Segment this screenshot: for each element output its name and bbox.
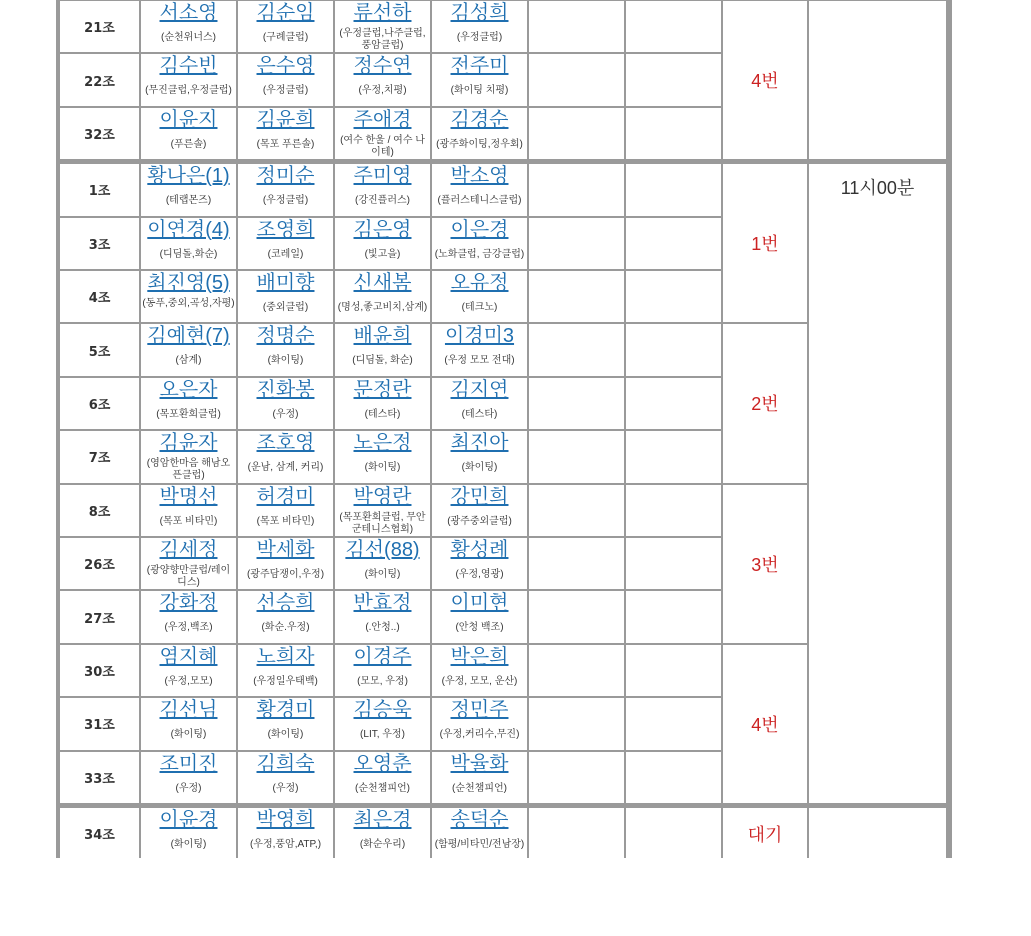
player-club: (함평/비타민/전남장) — [434, 839, 525, 850]
player-cell — [141, 324, 236, 375]
player-cell — [432, 378, 527, 429]
player-name-link[interactable]: 오은자 — [159, 378, 218, 401]
player-name-link[interactable]: 김선님 — [159, 699, 218, 722]
start-time: 11시00분 — [809, 164, 946, 803]
player-cell — [335, 271, 430, 322]
player-cell — [432, 808, 527, 859]
player-club: (여수 한울 / 여수 나이테) — [340, 134, 425, 158]
player-club: (우정, 모모, 운산) — [441, 675, 518, 687]
player-club: (우정) — [272, 782, 299, 794]
group-label: 4조 — [60, 271, 139, 322]
player-name-link[interactable]: 정미순 — [256, 165, 315, 188]
player-club: (LIT, 우정) — [360, 729, 405, 741]
player-name-link[interactable]: 박율화 — [450, 752, 509, 775]
player-cell — [238, 378, 333, 429]
player-club: (화이팅) — [267, 355, 304, 367]
empty-cell — [626, 164, 721, 215]
player-name-link[interactable]: 노희자 — [256, 645, 315, 668]
player-cell — [432, 1, 527, 52]
player-name-link[interactable]: 김윤희 — [256, 108, 315, 131]
player-cell — [141, 378, 236, 429]
player-club: (순천챔피언) — [355, 782, 410, 794]
player-name-link[interactable]: 송덕순 — [450, 809, 509, 831]
player-club: (화이팅) — [170, 729, 207, 741]
player-name-link[interactable]: 선승희 — [256, 592, 315, 615]
player-name-link[interactable]: 황나은(1) — [147, 165, 230, 188]
player-name-link[interactable]: 은수영 — [256, 55, 315, 78]
player-name-link[interactable]: 이윤경 — [159, 809, 218, 831]
player-club: (디딤돌, 화순) — [352, 355, 413, 367]
group-label: 6조 — [60, 378, 139, 429]
player-name-link[interactable]: 정수연 — [353, 55, 412, 78]
player-name-link[interactable]: 최은경 — [353, 809, 412, 831]
player-club: (광주담쟁이,우정) — [246, 569, 325, 580]
player-club: (동푸,중외,곡성,자평) — [142, 298, 235, 309]
player-cell — [141, 108, 236, 159]
player-cell — [141, 485, 236, 536]
player-cell — [335, 54, 430, 105]
group-label: 34조 — [60, 808, 139, 859]
player-name-link[interactable]: 박명선 — [159, 485, 218, 508]
court-number: 2번 — [723, 324, 807, 482]
player-cell — [335, 108, 430, 159]
player-name-link[interactable]: 오유정 — [450, 272, 509, 294]
group-label: 30조 — [60, 645, 139, 696]
player-club: (화순우리) — [359, 839, 406, 850]
player-club: (우정,모모) — [164, 675, 213, 687]
court-number: 3번 — [723, 485, 807, 643]
player-club: (우정,풍암,ATP,) — [249, 839, 322, 850]
player-name-link[interactable]: 김수빈 — [159, 55, 218, 78]
player-name-link[interactable]: 박세화 — [256, 539, 315, 561]
player-cell — [141, 271, 236, 322]
player-club: (코레일) — [267, 248, 304, 260]
player-name-link[interactable]: 노은정 — [353, 432, 412, 455]
player-cell — [141, 752, 236, 803]
player-club: (테랩몬즈) — [165, 195, 212, 207]
player-name-link[interactable]: 염지혜 — [159, 645, 218, 668]
empty-cell — [626, 591, 721, 642]
player-name-link[interactable]: 문정란 — [353, 378, 412, 401]
player-cell — [141, 218, 236, 269]
empty-cell — [626, 218, 721, 269]
player-name-link[interactable]: 허경미 — [256, 485, 315, 508]
player-cell — [432, 485, 527, 536]
group-label: 21조 — [60, 1, 139, 52]
player-name-link[interactable]: 최진영(5) — [147, 272, 230, 294]
player-club: (노화클럽, 금강클럽) — [434, 248, 525, 260]
empty-cell — [626, 752, 721, 803]
player-club: (디딤돌,화순) — [159, 248, 218, 260]
player-club: (테스타) — [364, 408, 401, 420]
group-label: 7조 — [60, 431, 139, 482]
player-name-link[interactable]: 이경주 — [353, 645, 412, 668]
player-cell — [432, 645, 527, 696]
player-name-link[interactable]: 주미영 — [353, 165, 412, 188]
player-club: (우정클럽) — [262, 85, 309, 97]
player-cell — [335, 1, 430, 52]
empty-cell — [529, 431, 624, 482]
player-name-link[interactable]: 조영희 — [256, 218, 315, 241]
player-club: (플러스테니스클럽) — [437, 195, 522, 207]
player-club: (우정) — [272, 408, 299, 420]
player-club: (화이팅) — [364, 569, 401, 580]
player-name-link[interactable]: 신새봄 — [353, 272, 412, 294]
player-cell — [432, 54, 527, 105]
empty-cell — [529, 645, 624, 696]
empty-cell — [529, 164, 624, 215]
group-label: 8조 — [60, 485, 139, 536]
player-club: (우정) — [175, 782, 202, 794]
player-name-link[interactable]: 이연경(4) — [147, 218, 230, 241]
player-cell — [141, 698, 236, 749]
player-club: (빛고을) — [364, 248, 401, 260]
player-club: (테크노) — [461, 302, 498, 313]
player-name-link[interactable]: 정민주 — [450, 699, 509, 722]
player-cell — [141, 645, 236, 696]
player-name-link[interactable]: 배미향 — [256, 272, 315, 294]
empty-cell — [626, 271, 721, 322]
player-club: (목포 푸른솔) — [256, 138, 315, 150]
player-name-link[interactable]: 조호영 — [256, 432, 315, 455]
player-cell — [238, 591, 333, 642]
player-name-link[interactable]: 박영희 — [256, 809, 315, 831]
player-cell — [432, 218, 527, 269]
player-club: (목포 비타민) — [159, 515, 218, 527]
empty-cell — [626, 378, 721, 429]
player-cell — [335, 324, 430, 375]
empty-cell — [529, 752, 624, 803]
player-cell — [335, 431, 430, 482]
player-name-link[interactable]: 조미진 — [159, 752, 218, 775]
player-cell — [335, 591, 430, 642]
player-club: (순천챔피언) — [452, 782, 507, 794]
empty-cell — [529, 324, 624, 375]
player-club: (운남, 삼계, 커리) — [247, 462, 324, 474]
player-cell — [432, 164, 527, 215]
player-name-link[interactable]: 박영란 — [353, 485, 412, 508]
player-club: (중외클럽) — [262, 302, 309, 313]
player-club: (푸른솔) — [170, 138, 207, 150]
player-name-link[interactable]: 김경순 — [450, 108, 509, 131]
player-name-link[interactable]: 황성례 — [450, 539, 509, 561]
player-club: (화이팅) — [267, 729, 304, 741]
player-cell — [238, 218, 333, 269]
player-cell — [141, 54, 236, 105]
empty-cell — [529, 378, 624, 429]
player-cell — [335, 698, 430, 749]
empty-cell — [529, 54, 624, 105]
player-name-link[interactable]: 서소영 — [159, 2, 218, 24]
player-club: (우정클럽,나주클럽,풍암클럽) — [339, 28, 426, 51]
player-club: (우정클럽) — [262, 195, 309, 207]
start-time — [809, 1, 946, 159]
court-number: 4번 — [723, 645, 807, 803]
empty-cell — [626, 538, 721, 589]
group-label: 27조 — [60, 591, 139, 642]
player-cell — [238, 698, 333, 749]
player-cell — [432, 431, 527, 482]
empty-cell — [626, 431, 721, 482]
player-club: (모모, 우정) — [357, 675, 408, 687]
empty-cell — [529, 108, 624, 159]
player-name-link[interactable]: 류선하 — [353, 2, 412, 24]
player-name-link[interactable]: 이미현 — [450, 592, 509, 615]
player-club: (.안청..) — [365, 622, 400, 634]
player-club: (안청 백조) — [455, 622, 504, 634]
player-name-link[interactable]: 반효정 — [353, 592, 412, 615]
empty-cell — [626, 108, 721, 159]
empty-cell — [626, 1, 721, 52]
player-cell — [141, 538, 236, 589]
group-label: 26조 — [60, 538, 139, 589]
player-club: (무진클럽,우정클럽) — [145, 85, 232, 97]
player-club: (광주화이팅,정우회) — [436, 138, 523, 150]
player-cell — [238, 808, 333, 859]
player-club: (화이팅) — [461, 462, 498, 474]
player-name-link[interactable]: 이윤지 — [159, 108, 218, 131]
player-name-link[interactable]: 김선(88) — [345, 539, 420, 561]
player-name-link[interactable]: 김예현(7) — [147, 325, 230, 348]
player-cell — [335, 218, 430, 269]
player-cell — [238, 1, 333, 52]
group-label: 33조 — [60, 752, 139, 803]
player-cell — [335, 645, 430, 696]
player-club: (화이팅) — [170, 839, 207, 850]
player-name-link[interactable]: 이은경 — [450, 218, 509, 241]
player-club: (강진플러스) — [355, 195, 410, 207]
group-label: 3조 — [60, 218, 139, 269]
player-cell — [432, 538, 527, 589]
group-label: 22조 — [60, 54, 139, 105]
group-label: 5조 — [60, 324, 139, 375]
player-club: (목포환희클럽) — [156, 408, 221, 420]
empty-cell — [529, 538, 624, 589]
player-cell — [141, 808, 236, 859]
player-name-link[interactable]: 주애경 — [353, 108, 412, 131]
player-cell — [335, 378, 430, 429]
player-name-link[interactable]: 최진아 — [450, 432, 509, 455]
player-club: (광주중외클럽) — [447, 515, 512, 527]
player-name-link[interactable]: 김윤자 — [159, 432, 218, 455]
player-cell — [238, 645, 333, 696]
player-cell — [432, 591, 527, 642]
player-cell — [141, 431, 236, 482]
player-name-link[interactable]: 김세정 — [159, 539, 218, 561]
player-cell — [238, 54, 333, 105]
empty-cell — [529, 591, 624, 642]
player-cell — [432, 698, 527, 749]
player-name-link[interactable]: 김성희 — [450, 2, 509, 24]
empty-cell — [529, 271, 624, 322]
player-club: (삼계) — [175, 355, 202, 367]
player-cell — [335, 752, 430, 803]
player-club: (구례클럽) — [262, 32, 309, 43]
player-club: (우정,치평) — [358, 85, 407, 97]
player-club: (영암한마음 해남오픈클럽) — [146, 458, 231, 482]
player-cell — [141, 1, 236, 52]
player-cell — [432, 271, 527, 322]
empty-cell — [529, 218, 624, 269]
player-club: (목포환희클럽, 무안군테니스협회) — [339, 511, 426, 535]
player-club: (우정,백조) — [164, 622, 213, 634]
player-cell — [432, 324, 527, 375]
draw-table — [56, 0, 952, 858]
player-club: (우정 모모 전대) — [444, 355, 515, 367]
player-club: (순천위너스) — [161, 32, 216, 43]
court-number: 1번 — [723, 164, 807, 322]
player-club: (광양향만클럽/레이디스) — [146, 565, 231, 588]
player-club: (우정,커리수,무진) — [439, 729, 520, 741]
empty-cell — [529, 1, 624, 52]
empty-cell — [626, 54, 721, 105]
player-club: (우정일우태백) — [253, 675, 318, 687]
player-name-link[interactable]: 진화봉 — [256, 378, 315, 401]
player-cell — [238, 752, 333, 803]
court-number: 4번 — [723, 1, 807, 159]
player-name-link[interactable]: 김순임 — [256, 2, 315, 24]
player-cell — [238, 431, 333, 482]
empty-cell — [626, 698, 721, 749]
empty-cell — [529, 808, 624, 859]
player-name-link[interactable]: 김승욱 — [353, 699, 412, 722]
player-cell — [335, 538, 430, 589]
player-name-link[interactable]: 오영춘 — [353, 752, 412, 775]
player-cell — [141, 164, 236, 215]
player-club: (목포 비타민) — [256, 515, 315, 527]
player-name-link[interactable]: 강민희 — [450, 485, 509, 508]
player-cell — [335, 164, 430, 215]
player-cell — [238, 271, 333, 322]
group-label: 31조 — [60, 698, 139, 749]
player-name-link[interactable]: 전주미 — [450, 55, 509, 78]
empty-cell — [626, 324, 721, 375]
player-name-link[interactable]: 황경미 — [256, 699, 315, 722]
player-club: (명성,좋고비치,삼계) — [337, 302, 428, 313]
player-name-link[interactable]: 김희숙 — [256, 752, 315, 775]
empty-cell — [626, 808, 721, 859]
player-cell — [238, 538, 333, 589]
player-club: (화순.우정) — [261, 622, 310, 634]
empty-cell — [529, 698, 624, 749]
player-cell — [432, 752, 527, 803]
player-club: (우정,영광) — [455, 569, 504, 580]
player-cell — [238, 164, 333, 215]
player-club: (화이팅) — [364, 462, 401, 474]
player-name-link[interactable]: 강화정 — [159, 592, 218, 615]
group-label: 1조 — [60, 164, 139, 215]
player-name-link[interactable]: 김은영 — [353, 218, 412, 241]
player-name-link[interactable]: 정명순 — [256, 325, 315, 348]
empty-cell — [529, 485, 624, 536]
group-label: 32조 — [60, 108, 139, 159]
player-club: (테스타) — [461, 408, 498, 420]
player-cell — [238, 324, 333, 375]
start-time — [809, 808, 946, 859]
player-cell — [141, 591, 236, 642]
player-name-link[interactable]: 김지연 — [450, 378, 509, 401]
player-cell — [238, 485, 333, 536]
empty-cell — [626, 485, 721, 536]
player-cell — [238, 108, 333, 159]
player-club: (우정클럽) — [456, 32, 503, 43]
player-name-link[interactable]: 배윤희 — [353, 325, 412, 348]
player-name-link[interactable]: 박소영 — [450, 165, 509, 188]
player-cell — [335, 808, 430, 859]
player-cell — [335, 485, 430, 536]
empty-cell — [626, 645, 721, 696]
player-club: (화이팅 치평) — [450, 85, 509, 97]
player-name-link[interactable]: 박은희 — [450, 645, 509, 668]
court-number: 대기 — [723, 808, 807, 859]
player-name-link[interactable]: 이경미3 — [444, 325, 515, 348]
player-cell — [432, 108, 527, 159]
